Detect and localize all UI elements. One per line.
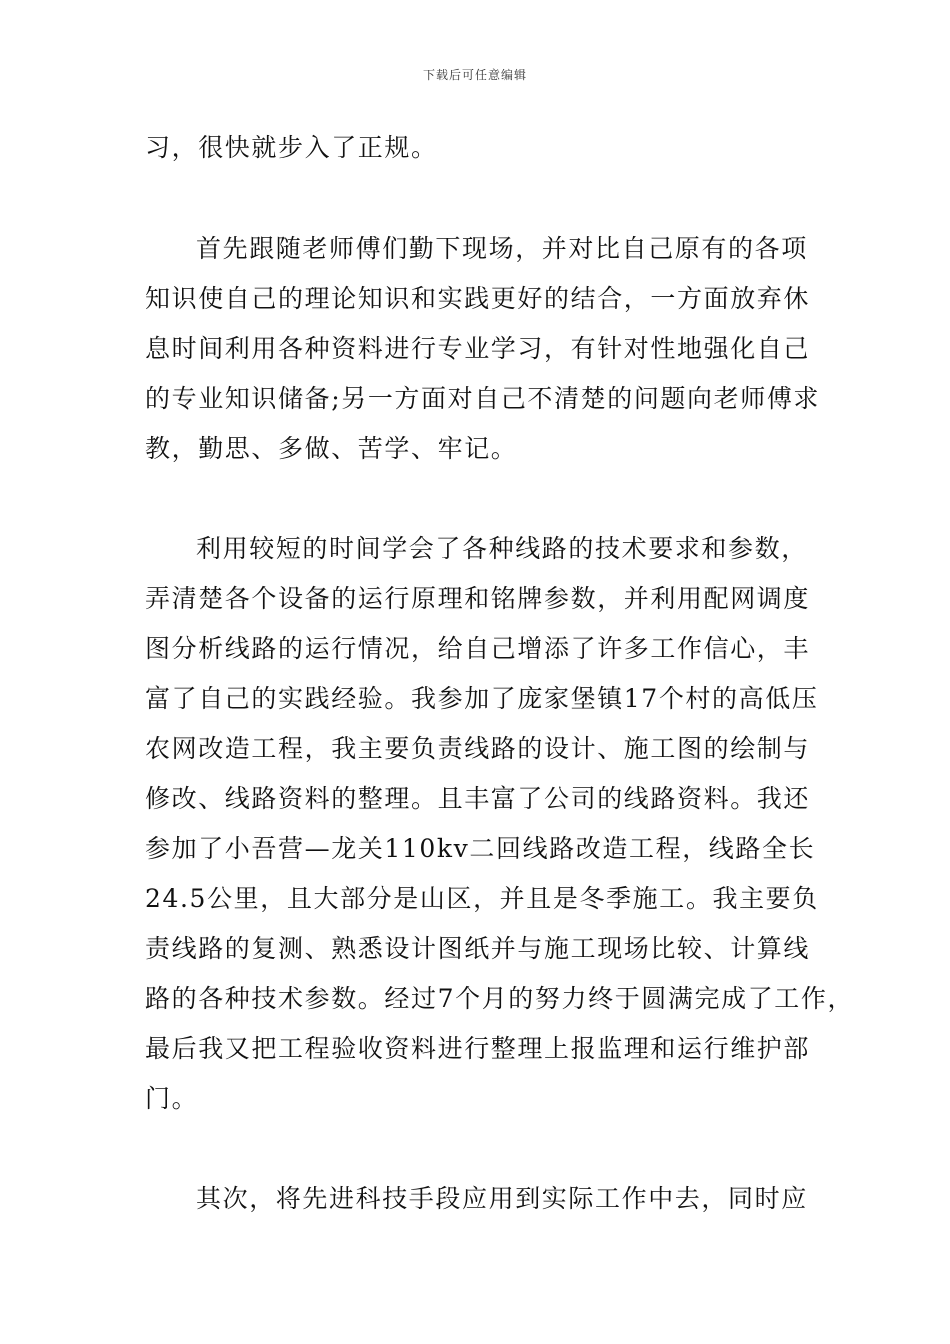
text-line: 利用较短的时间学会了各种线路的技术要求和参数， — [196, 534, 808, 563]
text-line: 其次，将先进科技手段应用到实际工作中去，同时应 — [196, 1184, 808, 1213]
text-line: 教，勤思、多做、苦学、牢记。 — [145, 434, 518, 463]
text-line: 最后我又把工程验收资料进行整理上报监理和运行维护部 — [145, 1034, 811, 1063]
text-line: 习，很快就步入了正规。 — [145, 133, 438, 162]
text-line: 息时间利用各种资料进行专业学习，有针对性地强化自己 — [145, 334, 811, 363]
text-line: 修改、线路资料的整理。且丰富了公司的线路资料。我还 — [145, 784, 811, 813]
text-line: 弄清楚各个设备的运行原理和铭牌参数，并利用配网调度 — [145, 584, 811, 613]
text-line: 富了自己的实践经验。我参加了庞家堡镇17个村的高低压 — [145, 684, 819, 713]
text-line: 路的各种技术参数。经过7个月的努力终于圆满完成了工作， — [145, 984, 855, 1013]
text-line: 参加了小吾营—龙关110kv二回线路改造工程，线路全长 — [145, 834, 816, 863]
text-line: 知识使自己的理论知识和实践更好的结合，一方面放弃休 — [145, 284, 811, 313]
text-line: 农网改造工程，我主要负责线路的设计、施工图的绘制与 — [145, 734, 811, 763]
text-line: 首先跟随老师傅们勤下现场，并对比自己原有的各项 — [196, 234, 808, 263]
text-line: 门。 — [145, 1084, 199, 1113]
text-line: 24.5公里，且大部分是山区，并且是冬季施工。我主要负 — [145, 884, 819, 913]
text-line: 图分析线路的运行情况，给自己增添了许多工作信心，丰 — [145, 634, 811, 663]
text-line: 责线路的复测、熟悉设计图纸并与施工现场比较、计算线 — [145, 934, 811, 963]
text-line: 的专业知识储备;另一方面对自己不清楚的问题向老师傅求 — [145, 384, 821, 413]
page-header: 下载后可任意编辑 — [422, 68, 527, 82]
